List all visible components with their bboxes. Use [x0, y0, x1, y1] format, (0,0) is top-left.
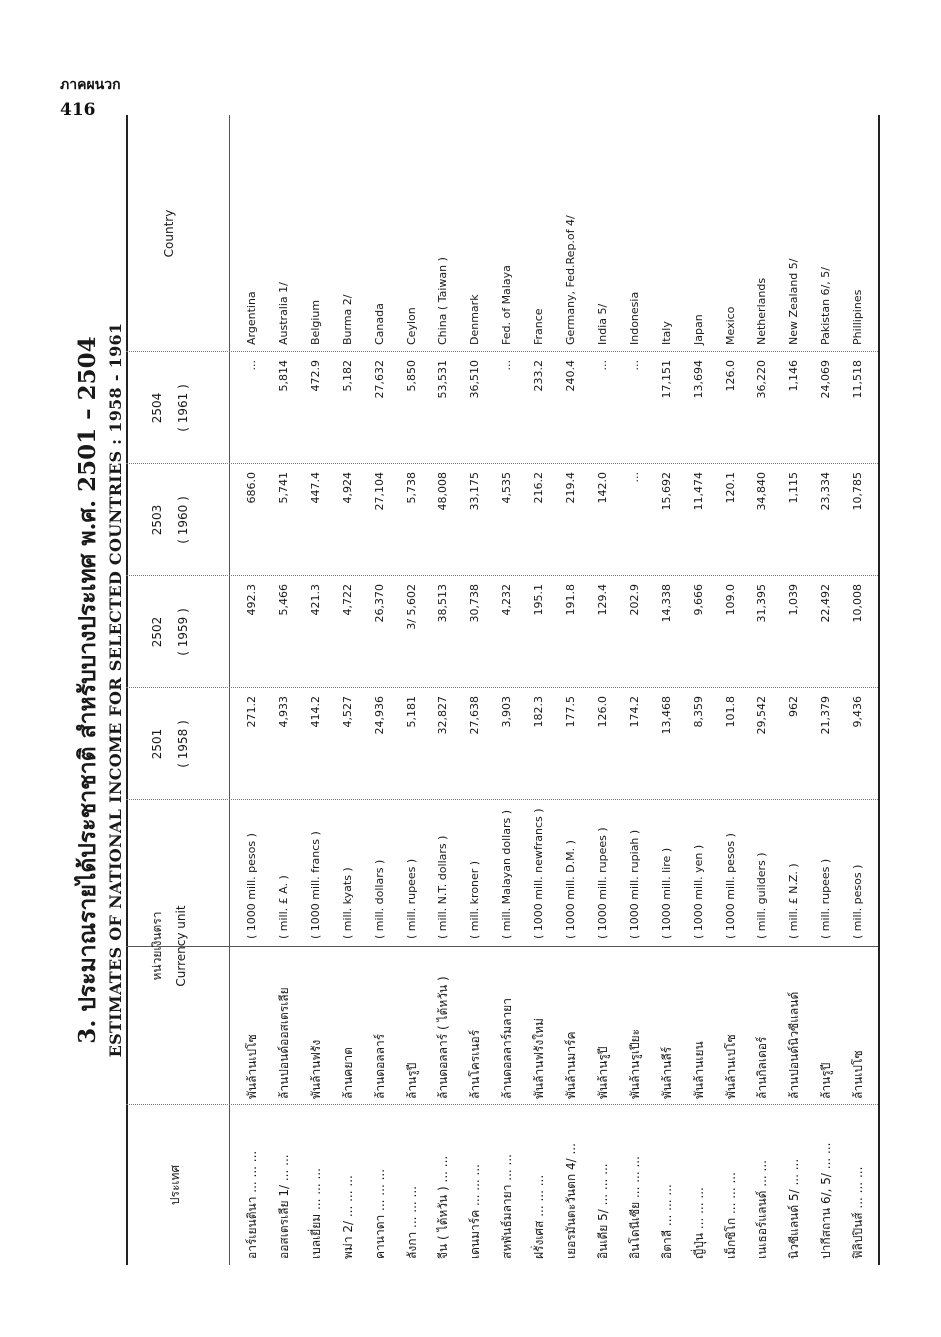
- cell-v1960: 219.4: [564, 472, 577, 504]
- cell-unit-th: ล้านโครเนอร์: [468, 1029, 483, 1099]
- cell-unit-en: ( 1000 mill. pesos ): [723, 833, 737, 939]
- cell-v1960: 5,738: [404, 472, 418, 504]
- cell-v1958: 9,436: [851, 696, 865, 728]
- cell-v1959: 202.9: [627, 584, 641, 616]
- cell-v1958: 8,359: [691, 696, 705, 728]
- cell-unit-th: ล้านรูปี: [404, 1062, 419, 1099]
- cell-unit-en: ( mill. N.T. dollars ): [436, 835, 450, 939]
- cell-v1958: 4,933: [276, 696, 290, 728]
- cell-unit-en: ( 1000 mill. pesos ): [245, 833, 258, 939]
- cell-v1961: 13,694: [691, 360, 705, 399]
- cell-unit-en: ( 1000 mill. newfrancs ): [532, 808, 546, 939]
- cell-country-en: Pakistan 6/, 5/: [819, 267, 833, 345]
- cell-country-en: China ( Taiwan ): [436, 257, 450, 345]
- header-year-be: 2504: [150, 392, 164, 424]
- cell-country-en: Indonesia: [627, 291, 641, 345]
- cell-country-en: Japan: [691, 314, 705, 345]
- cell-country-th: ออสเตรเลีย 1/ ... ...: [276, 1154, 291, 1259]
- cell-v1961: ...: [245, 360, 258, 371]
- cell-v1960: 27,104: [372, 472, 386, 511]
- cell-v1958: 27,638: [468, 696, 482, 735]
- cell-v1960: 11,474: [691, 472, 705, 511]
- col-divider: [126, 575, 878, 576]
- cell-country-en: Ceylon: [404, 307, 418, 345]
- cell-v1958: 174.2: [627, 696, 641, 728]
- cell-v1959: 10,008: [851, 584, 865, 623]
- cell-country-en: Germany, Fed.Rep.of 4/: [564, 215, 577, 345]
- cell-country-th: ฟิลิปปินส์ ... ... ...: [851, 1166, 866, 1259]
- col-divider: [126, 1104, 878, 1105]
- cell-country-en: Australia 1/: [276, 282, 290, 345]
- header-unit-th: หน่วยเงินตรา: [150, 911, 164, 981]
- cell-country-en: Canada: [372, 303, 386, 345]
- cell-country-th: ลังกา ... ... ...: [404, 1186, 419, 1259]
- cell-v1960: 5,741: [276, 472, 290, 504]
- cell-country-th: เม็กซิโก ... ... ...: [723, 1172, 738, 1259]
- cell-unit-en: ( mill. kroner ): [468, 860, 482, 939]
- cell-unit-en: ( mill. Malayan dollars ): [500, 809, 514, 939]
- cell-v1960: 4,924: [340, 472, 354, 504]
- cell-v1960: 120.1: [723, 472, 737, 504]
- cell-v1958: 414.2: [308, 696, 322, 728]
- cell-country-en: Belgium: [308, 299, 322, 345]
- header-year-ce: ( 1958 ): [176, 720, 190, 768]
- cell-unit-th: พันล้านเยน: [691, 1041, 706, 1099]
- cell-v1959: 4,722: [340, 584, 354, 616]
- header-rule: [229, 115, 230, 1265]
- cell-v1960: 216.2: [532, 472, 546, 504]
- section-label: ภาคผนวก: [60, 77, 121, 93]
- header-country-en: Country: [162, 209, 176, 258]
- cell-v1961: 126.0: [723, 360, 737, 392]
- cell-v1958: 271.2: [245, 696, 258, 728]
- cell-v1959: 191.8: [564, 584, 577, 616]
- cell-unit-th: ล้านดอลลาร์: [372, 1033, 387, 1099]
- cell-v1960: 23,334: [819, 472, 833, 511]
- cell-unit-en: ( mill. £ N.Z. ): [787, 863, 801, 939]
- cell-v1959: 30,738: [468, 584, 482, 623]
- cell-country-th: อินโดนีเซีย ... ... ...: [627, 1156, 642, 1259]
- cell-v1958: 182.3: [532, 696, 546, 728]
- header-year-ce: ( 1961 ): [176, 384, 190, 432]
- col-divider: [126, 463, 878, 464]
- cell-v1958: 962: [787, 696, 801, 717]
- cell-v1958: 24,936: [372, 696, 386, 735]
- cell-v1960: ...: [627, 472, 641, 483]
- cell-unit-th: พันล้านรูปี: [595, 1046, 610, 1099]
- cell-v1961: 5,814: [276, 360, 290, 392]
- cell-unit-th: ล้านรูปี: [819, 1062, 834, 1099]
- cell-v1959: 22,492: [819, 584, 833, 623]
- table-bottom-rule: [878, 115, 880, 1265]
- cell-country-th: เบลเยี่ยม ... ... ...: [308, 1168, 323, 1259]
- cell-country-th: จีน ( ไต้หวัน ) ... ...: [436, 1155, 451, 1259]
- cell-v1961: 5,850: [404, 360, 418, 392]
- cell-v1961: ...: [500, 360, 514, 371]
- cell-v1961: 27,632: [372, 360, 386, 399]
- cell-unit-th: พันล้านรูเปียะ: [627, 1028, 642, 1099]
- cell-country-en: Fed. of Malaya: [500, 265, 514, 345]
- table-top-rule: [126, 115, 128, 1265]
- cell-country-en: India 5/: [595, 303, 609, 345]
- rotated-table-page: [70, 115, 880, 1265]
- cell-country-en: Italy: [659, 321, 673, 345]
- cell-v1959: 1,039: [787, 584, 801, 616]
- cell-v1961: 24,069: [819, 360, 833, 399]
- cell-v1958: 29,542: [755, 696, 769, 735]
- cell-v1958: 3,903: [500, 696, 514, 728]
- cell-unit-en: ( mill. rupees ): [819, 858, 833, 939]
- cell-v1959: 26,370: [372, 584, 386, 623]
- cell-country-en: New Zealand 5/: [787, 258, 801, 345]
- header-year-ce: ( 1959 ): [176, 608, 190, 656]
- page-number: 416: [60, 100, 96, 120]
- cell-country-en: Burma 2/: [340, 294, 354, 345]
- cell-unit-th: พันล้านเปโซ: [723, 1034, 738, 1099]
- header-year-be: 2501: [150, 728, 164, 760]
- col-divider: [126, 946, 878, 947]
- cell-unit-en: ( 1000 mill. D.M. ): [564, 840, 577, 939]
- cell-unit-th: ล้านดอลลาร์มลายา: [500, 998, 515, 1099]
- cell-v1960: 34,840: [755, 472, 769, 511]
- cell-country-en: Mexico: [723, 306, 737, 345]
- cell-country-th: เนเธอร์แลนด์ ... ...: [755, 1160, 770, 1259]
- title-thai: 3. ประมาณรายได้ประชาชาติ สำหรับบางประเทศ พ.ศ. 2501 – 2504: [74, 336, 101, 1044]
- title-english: ESTIMATES OF NATIONAL INCOME FOR SELECTED COUNTRIES : 1958 - 1961: [106, 322, 125, 1058]
- cell-v1959: 421.3: [308, 584, 322, 616]
- header-country-th: ประเทศ: [168, 1164, 182, 1206]
- cell-v1960: 33,175: [468, 472, 482, 511]
- cell-v1959: 129.4: [595, 584, 609, 616]
- cell-country-en: Argentina: [245, 291, 258, 345]
- cell-v1959: 9,666: [691, 584, 705, 616]
- cell-v1961: 36,220: [755, 360, 769, 399]
- cell-v1958: 21,379: [819, 696, 833, 735]
- cell-unit-en: ( mill. £ A. ): [276, 875, 290, 939]
- cell-v1959: 4,232: [500, 584, 514, 616]
- cell-unit-en: ( mill. pesos ): [851, 864, 865, 939]
- cell-unit-en: ( mill. rupees ): [404, 858, 418, 939]
- col-divider: [126, 687, 878, 688]
- cell-country-th: อิตาลี ... ... ...: [659, 1184, 674, 1259]
- cell-country-th: นิวซีแลนด์ 5/ ... ...: [787, 1158, 802, 1259]
- cell-unit-th: ล้านปอนด์ออสเตรเลีย: [276, 987, 291, 1099]
- cell-country-th: พม่า 2/ ... ... ...: [340, 1175, 355, 1259]
- cell-unit-en: ( mill. dollars ): [372, 859, 386, 939]
- cell-v1960: 15,692: [659, 472, 673, 511]
- cell-unit-en: ( mill. guilders ): [755, 852, 769, 939]
- cell-unit-en: ( 1000 mill. rupiah ): [627, 829, 641, 939]
- cell-v1958: 126.0: [595, 696, 609, 728]
- cell-v1961: 5,182: [340, 360, 354, 392]
- cell-unit-th: ล้านกิลเดอร์: [755, 1036, 770, 1099]
- header-unit-en: Currency unit: [174, 905, 188, 987]
- cell-v1960: 10,785: [851, 472, 865, 511]
- cell-v1960: 48,008: [436, 472, 450, 511]
- cell-v1961: 1,146: [787, 360, 801, 392]
- cell-v1960: 1,115: [787, 472, 801, 504]
- cell-country-th: เดนมาร์ค ... ... ...: [468, 1164, 483, 1259]
- cell-v1960: 686.0: [245, 472, 258, 504]
- cell-v1961: 36,510: [468, 360, 482, 399]
- cell-v1960: 4,535: [500, 472, 514, 504]
- cell-unit-th: พันล้านลีร์: [659, 1046, 674, 1099]
- header-year-be: 2503: [150, 504, 164, 536]
- cell-unit-th: ล้านคยาต: [340, 1047, 355, 1099]
- cell-unit-th: พันล้านฟรังใหม่: [532, 1018, 547, 1099]
- cell-country-en: France: [532, 308, 546, 345]
- cell-v1958: 101.8: [723, 696, 737, 728]
- cell-unit-th: ล้านปอนด์นิวซีแลนด์: [787, 991, 802, 1099]
- header-year-be: 2502: [150, 616, 164, 648]
- cell-unit-en: ( mill. kyats ): [340, 867, 354, 939]
- cell-v1959: 492.3: [245, 584, 258, 616]
- cell-v1958: 177.5: [564, 696, 577, 728]
- col-divider: [126, 799, 878, 800]
- cell-unit-th: ล้านเปโซ: [851, 1050, 866, 1099]
- cell-v1960: 447.4: [308, 472, 322, 504]
- cell-v1960: 142.0: [595, 472, 609, 504]
- cell-country-en: Denmark: [468, 294, 482, 345]
- cell-country-th: คานาดา ... ... ...: [372, 1168, 387, 1259]
- cell-country-en: Netherlands: [755, 277, 769, 345]
- cell-unit-en: ( 1000 mill. rupees ): [595, 827, 609, 939]
- cell-v1959: 195.1: [532, 584, 546, 616]
- cell-v1958: 5,181: [404, 696, 418, 728]
- cell-country-th: เยอรมันตะวันตก 4/ ...: [564, 1143, 578, 1259]
- cell-unit-th: พันล้านเปโซ: [245, 1034, 259, 1099]
- cell-unit-en: ( 1000 mill. yen ): [691, 844, 705, 939]
- cell-country-th: ญี่ปุ่น ... ... ...: [691, 1187, 706, 1259]
- cell-v1959: 3/ 5,602: [404, 584, 418, 630]
- cell-country-en: Phillipines: [851, 289, 865, 345]
- cell-v1961: 17,151: [659, 360, 673, 399]
- cell-v1959: 31,395: [755, 584, 769, 623]
- cell-v1959: 109.0: [723, 584, 737, 616]
- cell-unit-th: พันล้านฟรัง: [308, 1039, 323, 1099]
- cell-v1959: 14,338: [659, 584, 673, 623]
- cell-v1961: 53,531: [436, 360, 450, 399]
- cell-v1958: 4,527: [340, 696, 354, 728]
- cell-v1961: 11,518: [851, 360, 865, 399]
- col-divider: [126, 351, 878, 352]
- cell-v1958: 32,827: [436, 696, 450, 735]
- cell-v1961: 472.9: [308, 360, 322, 392]
- cell-country-th: ฝรั่งเศส ... ... ...: [532, 1174, 547, 1259]
- cell-unit-en: ( 1000 mill. francs ): [308, 831, 322, 939]
- cell-v1958: 13,468: [659, 696, 673, 735]
- cell-v1959: 38,513: [436, 584, 450, 623]
- cell-country-th: ปากีสถาน 6/, 5/ ... ...: [819, 1142, 834, 1259]
- cell-country-th: อินเดีย 5/ ... ... ...: [595, 1163, 610, 1259]
- cell-v1961: ...: [595, 360, 609, 371]
- cell-country-th: อาร์เยนตินา ... ... ...: [245, 1150, 259, 1259]
- cell-unit-th: ล้านดอลลาร์ ( ไต้หวัน ): [436, 976, 451, 1099]
- cell-v1961: ...: [627, 360, 641, 371]
- cell-v1959: 5,466: [276, 584, 290, 616]
- header-year-ce: ( 1960 ): [176, 496, 190, 544]
- cell-unit-en: ( 1000 mill. lire ): [659, 847, 673, 939]
- cell-v1961: 240.4: [564, 360, 577, 392]
- cell-v1961: 233.2: [532, 360, 546, 392]
- cell-unit-th: พันล้านมาร์ค: [564, 1031, 578, 1099]
- cell-country-th: สหพันธ์มลายา ... ...: [500, 1154, 515, 1259]
- income-table: [126, 115, 880, 1265]
